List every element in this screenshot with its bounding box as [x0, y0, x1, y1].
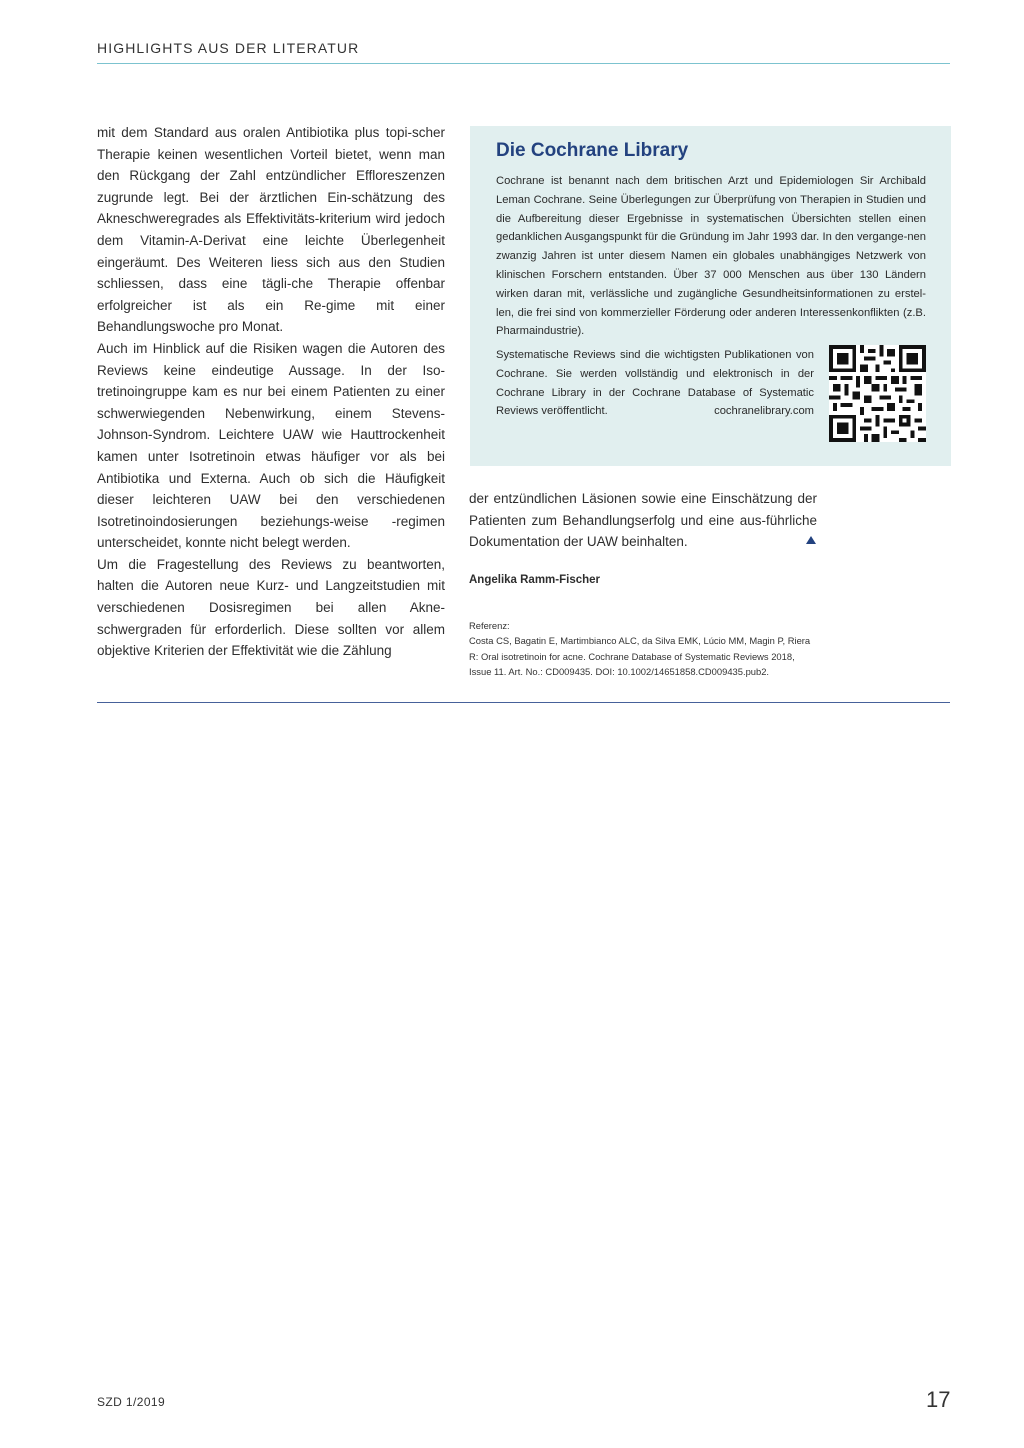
left-column: [97, 122, 445, 662]
header-rule: [97, 63, 950, 64]
running-header: HIGHLIGHTS AUS DER LITERATUR: [97, 40, 360, 56]
paragraph: der entzündlichen Läsionen sowie eine Einschätzung der Patienten zum Behandlungserfolg und eine aus-führliche Dokumentation der UAW beinhalten.: [469, 491, 817, 550]
right-column: [469, 488, 817, 553]
box-paragraph: Cochrane ist benannt nach dem britischen Arzt und Epidemiologen Sir Archibald Leman Cochrane. Seine Überlegungen zur Überprüfung von Therapien in Studien und die Aufbereitung dieser Ergebnisse in systematischen Übersichten stellen einen gedanklichen Ausgangspunkt für die Gründung im Jahr 1993 dar. In den vergange-nen zwanzig Jahren ist unter diesem Namen ein globales unabhängiges Netzwerk von klinischen Forschern entstanden. Über 37 000 Menschen aus über 130 Ländern wirken daran mit, verlässliche und zugängliche Gesundheitsinformationen zu erstel-len, die frei sind von kommerzieller Förderung oder anderen Interessenkonflikten (z.B. Pharmaindustrie).: [496, 175, 926, 338]
paragraph: Um die Fragestellung des Reviews zu beantworten, halten die Autoren neue Kurz- und Langzeitstudien mit verschiedenen Dosisregimen bei allen Akne-schwergraden für erforderlich. Diese sollten vor allem objektive Kriterien der Effektivität wie die Zählung: [97, 556, 445, 659]
box-note: [496, 346, 814, 421]
qr-code-icon[interactable]: [829, 345, 926, 442]
reference-block: [469, 618, 819, 680]
cochrane-info-box: [470, 126, 951, 466]
triangle-up-icon: [806, 536, 816, 544]
paragraph: mit dem Standard aus oralen Antibiotika plus topi-scher Therapie keinen wesentlichen Vorteil bietet, wenn man den Rückgang der Zahl entzündlicher Effloreszenzen zugrunde legt. Bei der ärztlichen Ein-schätzung des Akneschweregrades als Effektivitäts-kriterium wird jedoch dem Vitamin-A-Derivat eine leichte Überlegenheit eingeräumt. Des Weiteren liess sich aus den Studien schliessen, dass eine tägli-che Therapie offenbar erfolgreicher ist als ein Re-gime mit einer Behandlungswoche pro Monat.: [97, 125, 445, 335]
box-body: [496, 172, 926, 341]
page-number: 17: [926, 1387, 951, 1412]
box-note-text: Systematische Reviews sind die wichtigsten Publikationen von Cochrane. Sie werden vollständig und elektronisch in der Cochrane Library in der Cochrane Database of Systematic Reviews veröffentlicht.: [496, 349, 814, 418]
cochrane-link[interactable]: cochranelibrary.com: [714, 405, 814, 418]
author-name: Angelika Ramm-Fischer: [469, 574, 601, 586]
reference-label: Referenz:: [469, 620, 510, 631]
footer-issue: SZD 1/2019: [97, 1395, 166, 1409]
paragraph: Auch im Hinblick auf die Risiken wagen die Autoren des Reviews keine eindeutige Aussage. In der Iso-tretinoingruppe kam es nur bei einem Patienten zu einer schwerwiegenden Nebenwirkung, einem Stevens-Johnson-Syndrom. Leichtere UAW wie Hauttrockenheit kamen unter Isotretinoin etwas häufiger vor als bei Antibiotika und Externa. Auch ob sich die Häufigkeit dieser leichteren UAW bei den verschiedenen Isotretinoindosierungen beziehungs-weise -regimen unterscheidet, konnte nicht belegt werden.: [97, 340, 445, 551]
reference-text: Costa CS, Bagatin E, Martimbianco ALC, da Silva EMK, Lúcio MM, Magin P, Riera R: Oral isotretinoin for acne. Cochrane Database of Systematic Reviews 2018, Issue 11. Art. No.: CD009435. DOI: 10.1002/14651858.CD009435.pub2.: [469, 635, 811, 678]
box-title: Die Cochrane Library: [496, 140, 689, 161]
section-divider: [97, 702, 950, 703]
